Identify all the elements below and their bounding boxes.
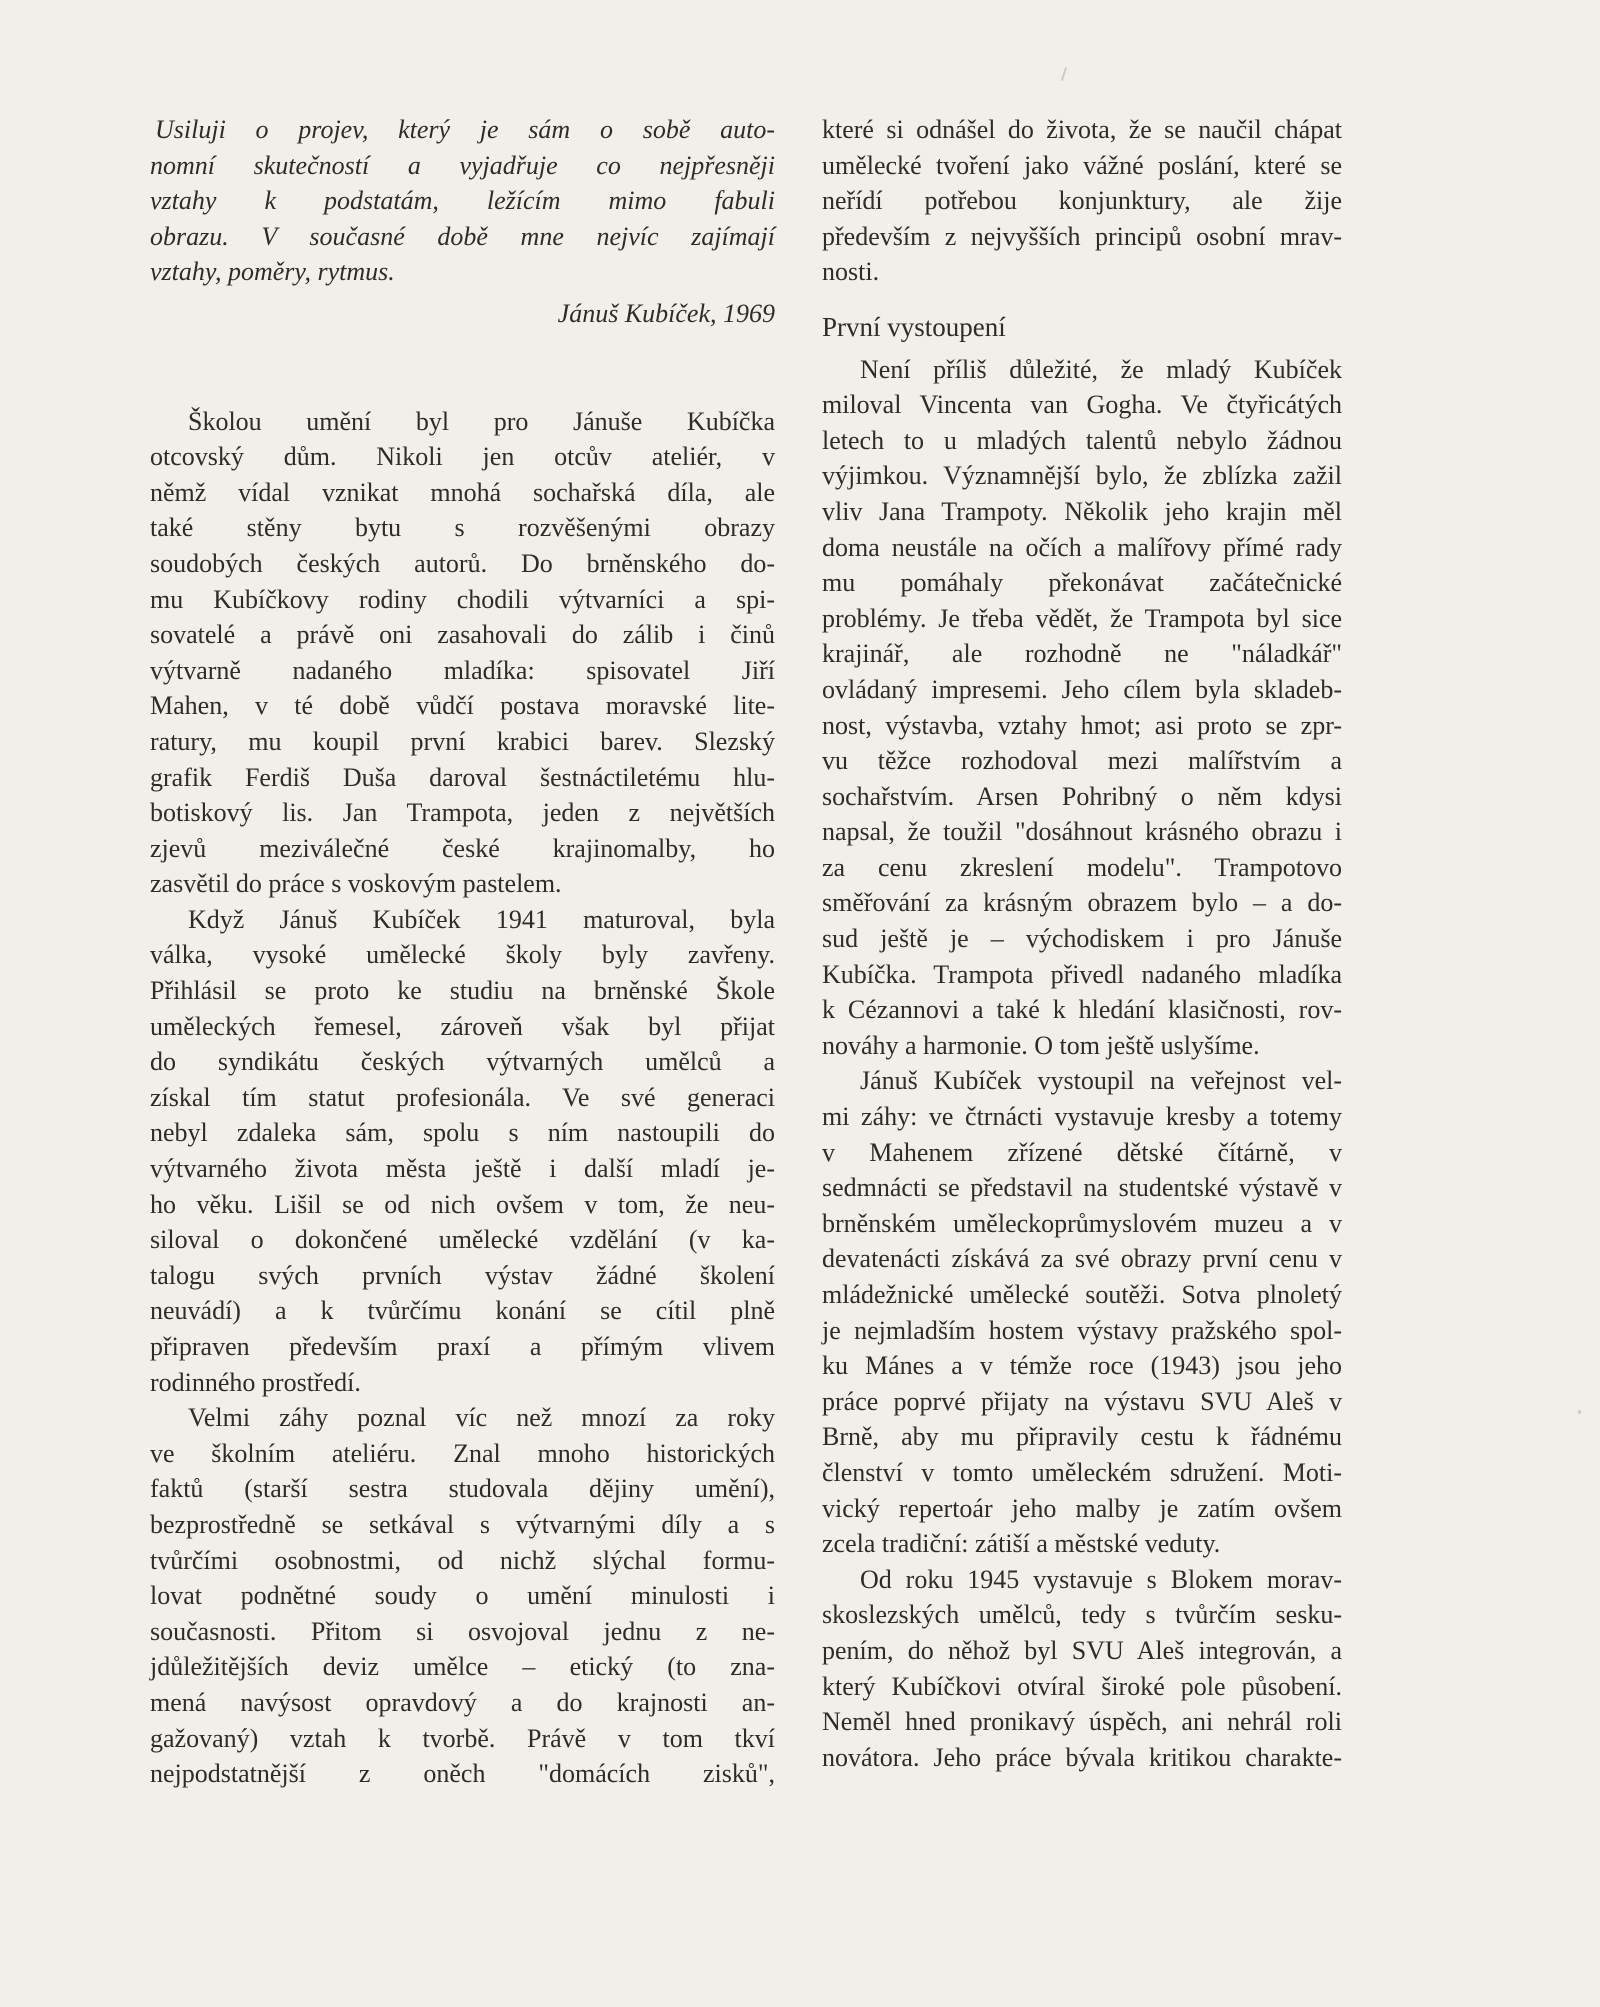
text-line: uměleckých řemesel, zároveň však byl přijat bbox=[150, 1011, 775, 1041]
paragraph bbox=[822, 1063, 1342, 1561]
motto-line: Usiluji o projev, který je sám o sobě auto- bbox=[155, 115, 775, 144]
text-line: vický repertoár jeho malby je zatím ovšem bbox=[822, 1493, 1342, 1523]
text-line: otcovský dům. Nikoli jen otcův ateliér, v bbox=[150, 442, 775, 472]
text-line: napsal, že toužil "dosáhnout krásného obrazu i bbox=[822, 817, 1342, 847]
paragraph bbox=[822, 352, 1342, 1064]
motto-line: vztahy k podstatám, ležícím mimo fabuli bbox=[150, 186, 775, 216]
text-line: miloval Vincenta van Gogha. Ve čtyřicátých bbox=[822, 390, 1342, 420]
text-line: nebyl zdaleka sám, spolu s ním nastoupili do bbox=[150, 1118, 775, 1148]
text-line: je nejmladším hostem výstavy pražského spol- bbox=[822, 1315, 1342, 1345]
text-line: jdůležitějších deviz umělce – etický (to zna- bbox=[150, 1652, 775, 1682]
motto-line: obrazu. V současné době mne nejvíc zajímají bbox=[150, 221, 775, 251]
text-line: botiskový lis. Jan Trampota, jeden z největších bbox=[150, 798, 775, 828]
text-line: tvůrčími osobnostmi, od nichž slýchal formu- bbox=[150, 1545, 775, 1575]
text-line: siloval o dokončené umělecké vzdělání (v ka- bbox=[150, 1225, 775, 1255]
text-line: ho věku. Lišil se od nich ovšem v tom, že neu- bbox=[150, 1189, 775, 1219]
text-line: který Kubíčkovi otvíral široké pole působení. bbox=[822, 1671, 1342, 1701]
text-line: sochařstvím. Arsen Pohribný o něm kdysi bbox=[822, 781, 1342, 811]
motto-quote bbox=[150, 112, 775, 332]
text-line: v Mahenem zřízené dětské čítárně, v bbox=[822, 1137, 1342, 1167]
motto-author: Jánuš Kubíček, 1969 bbox=[557, 298, 775, 328]
text-line: nováhy a harmonie. O tom ještě uslyšíme. bbox=[822, 1030, 1260, 1060]
text-line: devatenácti získává za své obrazy první cenu v bbox=[822, 1244, 1342, 1274]
text-line: doma neustále na očích a malířovy přímé rady bbox=[822, 532, 1342, 562]
text-line: výjimkou. Významnější bylo, že zblízka zažil bbox=[822, 461, 1342, 491]
text-line: neuvádí) a k tvůrčímu konání se cítil plně bbox=[150, 1296, 775, 1326]
motto-line: vztahy, poměry, rytmus. bbox=[150, 257, 395, 287]
text-line: rodinného prostředí. bbox=[150, 1367, 361, 1397]
scan-speck bbox=[1061, 67, 1067, 81]
text-line: Brně, aby mu připravily cestu k řádnému bbox=[822, 1422, 1342, 1452]
scan-speck bbox=[1578, 1410, 1581, 1414]
paragraph bbox=[150, 404, 775, 902]
text-line: ovládaný impresemi. Jeho cílem byla skladeb- bbox=[822, 674, 1342, 704]
text-line: mu pomáhaly překonávat začátečnické bbox=[822, 568, 1342, 598]
text-line: Velmi záhy poznal víc než mnozí za roky bbox=[188, 1403, 775, 1433]
text-line: bezprostředně se setkával s výtvarnými díly a s bbox=[150, 1509, 775, 1539]
text-line: k Cézannovi a také k hledání klasičnosti, rov- bbox=[822, 995, 1342, 1025]
text-line: soudobých českých autorů. Do brněnského do- bbox=[150, 548, 775, 578]
text-line: které si odnášel do života, že se naučil chápat bbox=[822, 115, 1342, 144]
text-line: Přihlásil se proto ke studiu na brněnské Škole bbox=[150, 976, 775, 1006]
motto-line: nomní skutečností a vyjadřuje co nejpřesněji bbox=[150, 150, 775, 180]
text-line: práce poprvé přijaty na výstavu SVU Aleš v bbox=[822, 1386, 1342, 1416]
paragraph bbox=[150, 902, 775, 1400]
text-line: výtvarného života města ještě i další mladí je- bbox=[150, 1154, 775, 1184]
text-line: novátora. Jeho práce bývala kritikou charakte- bbox=[822, 1742, 1342, 1772]
paragraph bbox=[150, 1400, 775, 1792]
text-line: mi záhy: ve čtrnácti vystavuje kresby a totemy bbox=[822, 1102, 1342, 1132]
text-line: vliv Jana Trampoty. Několik jeho krajin měl bbox=[822, 496, 1342, 526]
text-line: talogu svých prvních výstav žádné školení bbox=[150, 1260, 775, 1290]
text-line: brněnském uměleckoprůmyslovém muzeu a v bbox=[822, 1208, 1342, 1238]
text-line: Od roku 1945 vystavuje s Blokem morav- bbox=[860, 1564, 1342, 1594]
text-line: Mahen, v té době vůdčí postava moravské lite- bbox=[150, 691, 775, 721]
text-line: nosti. bbox=[822, 257, 880, 287]
text-line: pením, do něhož byl SVU Aleš integrován, a bbox=[822, 1635, 1342, 1665]
text-line: mu Kubíčkovy rodiny chodili výtvarníci a spi- bbox=[150, 584, 775, 614]
text-line: sud ještě je – východiskem i pro Jánuše bbox=[822, 924, 1342, 954]
text-line: grafik Ferdiš Duša daroval šestnáctiletému hlu- bbox=[150, 762, 775, 792]
text-line: neřídí potřebou konjunktury, ale žije bbox=[822, 186, 1342, 216]
text-line: problémy. Je třeba vědět, že Trampota byl sice bbox=[822, 603, 1342, 633]
text-line: sovatelé a právě oni zasahovali do zálib i činů bbox=[150, 620, 775, 650]
text-line: Kubíčka. Trampota přivedl nadaného mladíka bbox=[822, 959, 1342, 989]
text-line: zasvětil do práce s voskovým pastelem. bbox=[150, 869, 562, 899]
text-line: sedmnácti se představil na studentské výstavě v bbox=[822, 1173, 1342, 1203]
text-line: umělecké tvoření jako vážné poslání, které se bbox=[822, 150, 1342, 180]
text-line: faktů (starší sestra studovala dějiny umění), bbox=[150, 1474, 775, 1504]
text-line: ku Mánes a v témže roce (1943) jsou jeho bbox=[822, 1351, 1342, 1381]
text-line: krajinář, ale rozhodně ne "náladkář" bbox=[822, 639, 1342, 669]
text-line: za cenu zkreslení modelu". Trampotovo bbox=[822, 852, 1342, 882]
text-line: gažovaný) vztah k tvorbě. Právě v tom tkví bbox=[150, 1723, 775, 1753]
text-line: získal tím statut profesionála. Ve své generaci bbox=[150, 1082, 775, 1112]
right-column bbox=[822, 112, 1342, 1775]
text-line: také stěny bytu s rozvěšenými obrazy bbox=[150, 513, 775, 543]
text-line: mládežnické umělecké soutěži. Sotva plnoletý bbox=[822, 1280, 1342, 1309]
paragraph bbox=[822, 1562, 1342, 1776]
text-line: válka, vysoké umělecké školy byly zavřeny. bbox=[150, 940, 775, 970]
text-line: zjevů meziválečné české krajinomalby, ho bbox=[150, 833, 775, 863]
text-line: lovat podnětné soudy o umění minulosti i bbox=[150, 1581, 775, 1611]
text-line: Není příliš důležité, že mladý Kubíček bbox=[860, 354, 1342, 384]
text-line: členství v tomto uměleckém sdružení. Moti- bbox=[822, 1457, 1342, 1487]
text-line: mená navýsost opravdový a do krajnosti an- bbox=[150, 1687, 775, 1717]
text-line: výtvarně nadaného mladíka: spisovatel Jiří bbox=[150, 655, 775, 685]
text-line: do syndikátu českých výtvarných umělců a bbox=[150, 1047, 775, 1077]
text-line: Když Jánuš Kubíček 1941 maturoval, byla bbox=[188, 904, 775, 934]
text-line: nejpodstatnější z oněch "domácích zisků", bbox=[150, 1759, 775, 1789]
text-line: současnosti. Přitom si osvojoval jednu z ne- bbox=[150, 1616, 775, 1646]
text-line: Neměl hned pronikavý úspěch, ani nehrál roli bbox=[822, 1707, 1342, 1737]
section-heading: První vystoupení bbox=[822, 311, 1006, 342]
text-line: němž vídal vznikat mnohá sochařská díla, ale bbox=[150, 477, 775, 507]
text-line: Jánuš Kubíček vystoupil na veřejnost vel- bbox=[860, 1066, 1342, 1096]
text-line: ve školním ateliéru. Znal mnoho historických bbox=[150, 1438, 775, 1468]
left-column bbox=[150, 112, 775, 1792]
text-line: Školou umění byl pro Jánuše Kubíčka bbox=[188, 406, 775, 436]
text-line: především z nejvyšších principů osobní mrav- bbox=[822, 221, 1342, 251]
text-line: připraven především praxí a přímým vlivem bbox=[150, 1332, 775, 1361]
paragraph-continuation bbox=[822, 112, 1342, 290]
text-line: skoslezských umělců, tedy s tvůrčím sesku- bbox=[822, 1600, 1342, 1630]
text-line: letech to u mladých talentů nebylo žádnou bbox=[822, 425, 1342, 455]
text-line: nost, výstavba, vztahy hmot; asi proto se zpr- bbox=[822, 710, 1342, 740]
text-line: zcela tradiční: zátiší a městské veduty. bbox=[822, 1529, 1221, 1559]
text-line: směřování za krásným obrazem bylo – a do- bbox=[822, 888, 1342, 918]
text-line: vu těžce rozhodoval mezi malířstvím a bbox=[822, 746, 1342, 776]
text-line: ratury, mu koupil první krabici barev. Slezský bbox=[150, 726, 775, 756]
